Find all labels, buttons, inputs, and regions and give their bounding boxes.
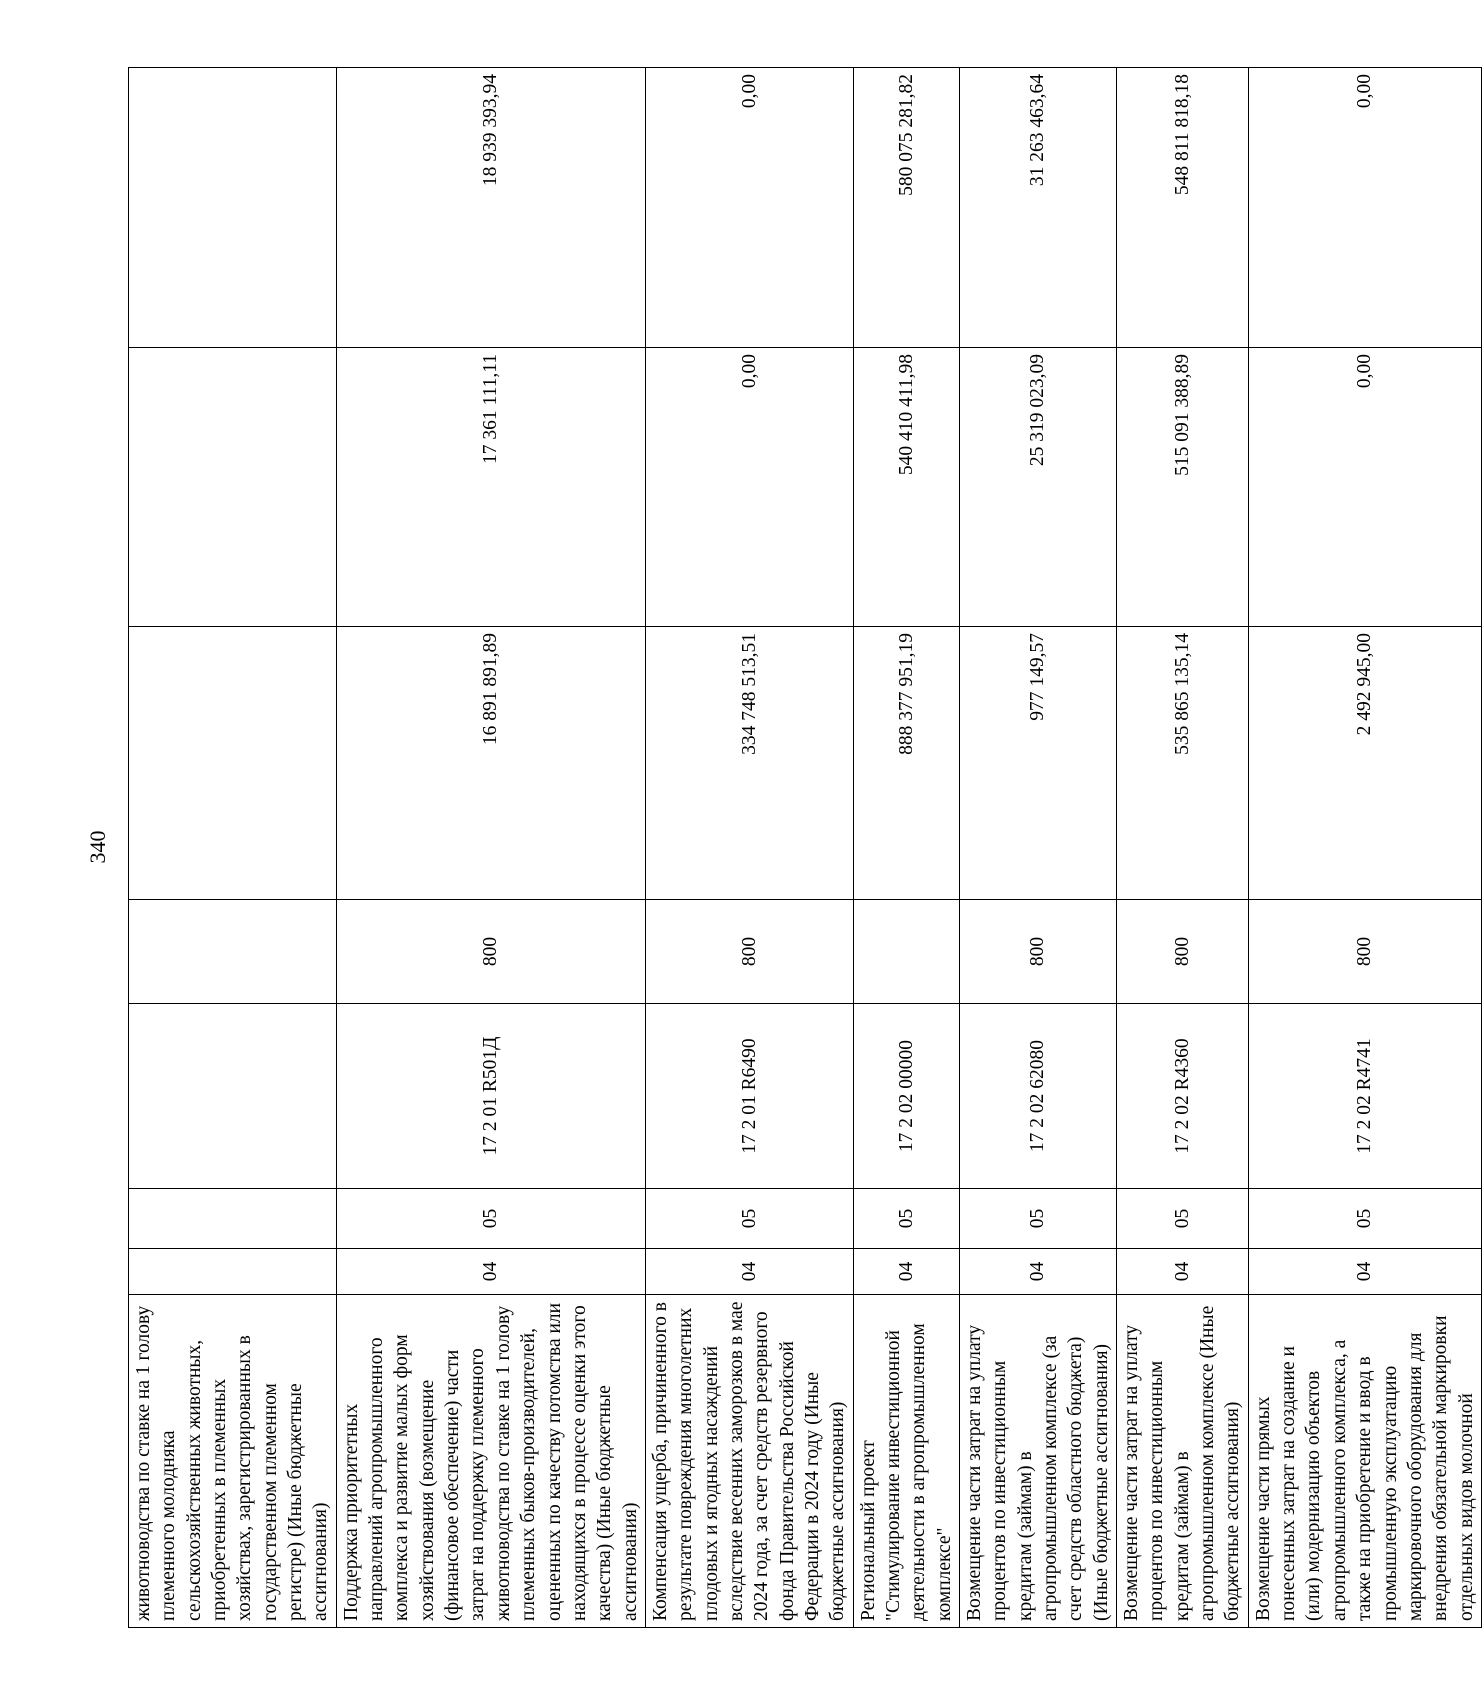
page-number: 340 xyxy=(85,830,110,864)
table-row xyxy=(336,68,645,1628)
row-sum-2: 25 319 023,09 xyxy=(960,348,1117,627)
row-sum-2 xyxy=(129,348,337,627)
row-pr: 05 xyxy=(853,1189,959,1249)
row-sum-1 xyxy=(129,627,337,900)
row-pr: 05 xyxy=(960,1189,1117,1249)
row-name: Компенсация ущерба, причиненного в результате повреждения многолетних плодовых и ягодных насаждений вследствие весенних заморозков в мае 2024 года, за счет средств резервного фонда Правительства Российской Федерации в 2024 году (Иные бюджетные ассигнования) xyxy=(645,1295,853,1628)
row-csr: 17 2 01 R6490 xyxy=(645,1004,853,1189)
row-name: Поддержка приоритетных направлений агропромышленного комплекса и развитие малых форм хозяйствования (возмещение (финансовое обеспечение) части затрат на поддержку племенного животноводства по ставке на 1 голову племенных быков-производителей, оцененных по качеству потомства или находящихся в процессе оценки этого качества) (Иные бюджетные ассигнования) xyxy=(336,1295,645,1628)
row-pr: 05 xyxy=(645,1189,853,1249)
row-sum-3: 548 811 818,18 xyxy=(1117,68,1249,348)
row-rz: 04 xyxy=(1117,1249,1249,1295)
row-sum-2: 0,00 xyxy=(1248,348,1481,627)
row-rz xyxy=(129,1249,337,1295)
row-name: животноводства по ставке на 1 голову племенного молодняка сельскохозяйственных животных, приобретенных в племенных хозяйствах, зарегистрированных в государственном племенном регистре) (Иные бюджетные ассигнования) xyxy=(129,1295,337,1628)
row-sum-3 xyxy=(129,68,337,348)
row-sum-3: 18 939 393,94 xyxy=(336,68,645,348)
row-name: Возмещение части прямых понесенных затрат на создание и (или) модернизацию объектов агропромышленного комплекса, а также на приобретение и ввод в промышленную эксплуатацию маркировочного оборудования для внедрения обязательной маркировки отдельных видов молочной xyxy=(1248,1295,1481,1628)
table-row xyxy=(1117,68,1249,1628)
row-sum-1: 888 377 951,19 xyxy=(853,627,959,900)
row-pr xyxy=(129,1189,337,1249)
row-vr xyxy=(853,900,959,1004)
row-name: Возмещение части затрат на уплату процентов по инвестиционным кредитам (займам) в агропромышленном комплексе (Иные бюджетные ассигнования) xyxy=(1117,1295,1249,1628)
row-rz: 04 xyxy=(853,1249,959,1295)
row-sum-1: 535 865 135,14 xyxy=(1117,627,1249,900)
row-rz: 04 xyxy=(336,1249,645,1295)
budget-table xyxy=(128,67,1482,1628)
table-row xyxy=(129,68,337,1628)
row-sum-3: 0,00 xyxy=(1248,68,1481,348)
row-sum-1: 16 891 891,89 xyxy=(336,627,645,900)
row-sum-2: 17 361 111,11 xyxy=(336,348,645,627)
row-pr: 05 xyxy=(1117,1189,1249,1249)
row-rz: 04 xyxy=(645,1249,853,1295)
row-rz: 04 xyxy=(960,1249,1117,1295)
row-vr: 800 xyxy=(960,900,1117,1004)
row-csr: 17 2 02 62080 xyxy=(960,1004,1117,1189)
row-csr xyxy=(129,1004,337,1189)
row-name: Региональный проект "Стимулирование инвестиционной деятельности в агропромышленном комплексе" xyxy=(853,1295,959,1628)
row-csr: 17 2 02 00000 xyxy=(853,1004,959,1189)
row-vr: 800 xyxy=(336,900,645,1004)
row-csr: 17 2 01 R501Д xyxy=(336,1004,645,1189)
row-sum-3: 0,00 xyxy=(645,68,853,348)
row-sum-1: 2 492 945,00 xyxy=(1248,627,1481,900)
row-csr: 17 2 02 R4360 xyxy=(1117,1004,1249,1189)
row-rz: 04 xyxy=(1248,1249,1481,1295)
row-vr xyxy=(129,900,337,1004)
row-sum-1: 334 748 513,51 xyxy=(645,627,853,900)
row-vr: 800 xyxy=(1248,900,1481,1004)
row-csr: 17 2 02 R4741 xyxy=(1248,1004,1481,1189)
row-vr: 800 xyxy=(645,900,853,1004)
row-sum-3: 31 263 463,64 xyxy=(960,68,1117,348)
table-row xyxy=(645,68,853,1628)
row-name: Возмещение части затрат на уплату процентов по инвестиционным кредитам (займам) в агропромышленном комплексе (за счет средств областного бюджета) (Иные бюджетные ассигнования) xyxy=(960,1295,1117,1628)
row-sum-2: 515 091 388,89 xyxy=(1117,348,1249,627)
row-pr: 05 xyxy=(1248,1189,1481,1249)
row-sum-1: 977 149,57 xyxy=(960,627,1117,900)
table-row xyxy=(1248,68,1481,1628)
table-row xyxy=(853,68,959,1628)
row-sum-2: 0,00 xyxy=(645,348,853,627)
table-row xyxy=(960,68,1117,1628)
row-pr: 05 xyxy=(336,1189,645,1249)
row-vr: 800 xyxy=(1117,900,1249,1004)
rotated-table-container xyxy=(128,68,1477,1628)
row-sum-2: 540 410 411,98 xyxy=(853,348,959,627)
row-sum-3: 580 075 281,82 xyxy=(853,68,959,348)
